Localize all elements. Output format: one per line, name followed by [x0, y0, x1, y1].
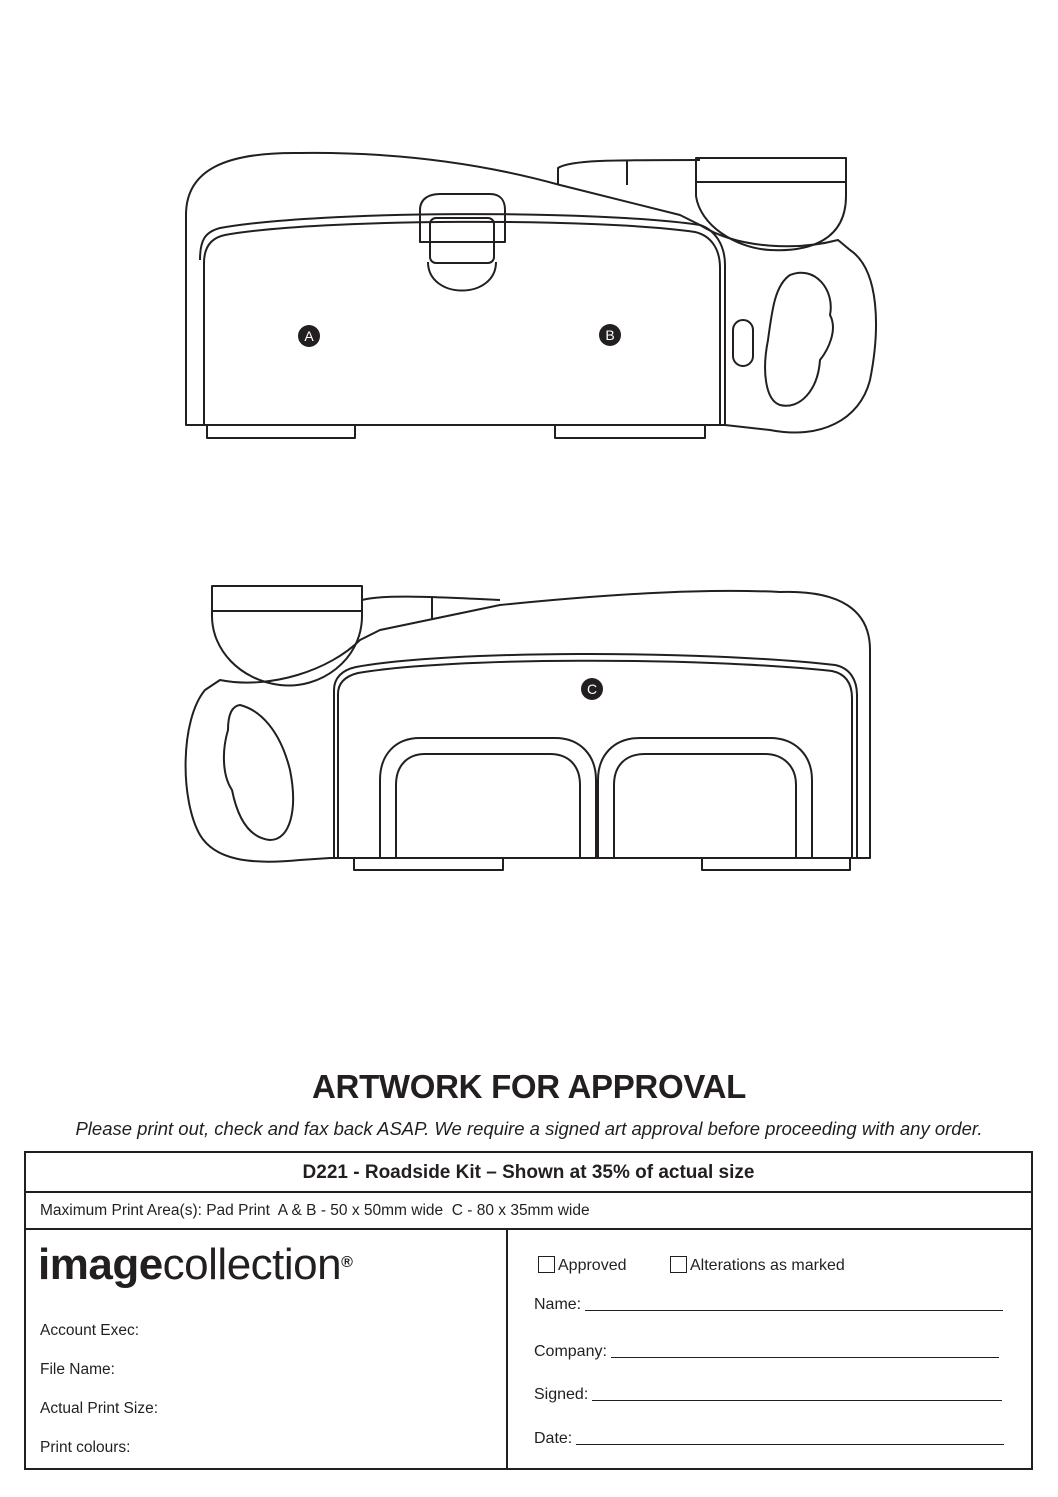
print-colours-label: Print colours: [40, 1439, 131, 1456]
approved-label: Approved [558, 1257, 627, 1274]
instructions-text: Please print out, check and fax back ASAP. We require a signed art approval before proceeding with any order. [75, 1118, 983, 1139]
name-field[interactable] [534, 1296, 1003, 1314]
logo-regular-text: collection [162, 1240, 342, 1289]
marker-b-label: B [605, 327, 615, 343]
logo-bold-text: image [38, 1240, 163, 1289]
approval-form [24, 1151, 1033, 1470]
company-field[interactable] [534, 1343, 999, 1361]
image-collection-logo [38, 1240, 352, 1290]
marker-c [581, 678, 603, 700]
date-input-line[interactable] [576, 1443, 1004, 1445]
name-input-line[interactable] [585, 1309, 1003, 1311]
marker-b [599, 324, 621, 346]
signed-field[interactable] [534, 1386, 1002, 1404]
approved-checkbox[interactable] [538, 1256, 555, 1273]
marker-a-label: A [304, 328, 314, 344]
file-name-label: File Name: [40, 1361, 115, 1378]
date-field-label: Date: [534, 1430, 573, 1447]
registered-mark: ® [341, 1254, 353, 1271]
form-lower-section [26, 1230, 1031, 1468]
company-input-line[interactable] [611, 1356, 999, 1358]
signed-input-line[interactable] [592, 1399, 1002, 1401]
approval-panel [508, 1230, 1031, 1468]
print-area-text: Maximum Print Area(s): Pad Print A & B - 50 x 50mm wide C - 80 x 35mm wide [26, 1193, 1031, 1230]
actual-print-size-label: Actual Print Size: [40, 1400, 159, 1417]
approved-option[interactable] [538, 1256, 627, 1275]
marker-a [298, 325, 320, 347]
front-view-drawing [186, 153, 876, 438]
account-exec-label: Account Exec: [40, 1322, 140, 1339]
date-field[interactable] [534, 1430, 1004, 1448]
company-field-label: Company: [534, 1343, 607, 1360]
marker-c-label: C [586, 681, 598, 697]
back-view-drawing [186, 586, 870, 870]
alterations-checkbox[interactable] [670, 1256, 687, 1273]
signed-field-label: Signed: [534, 1386, 589, 1403]
product-title: D221 - Roadside Kit – Shown at 35% of actual size [26, 1153, 1031, 1193]
alterations-label: Alterations as marked [690, 1257, 845, 1274]
page-title: ARTWORK FOR APPROVAL [312, 1068, 746, 1105]
alterations-option[interactable] [670, 1256, 845, 1275]
name-field-label: Name: [534, 1296, 582, 1313]
company-info-panel [26, 1230, 508, 1468]
